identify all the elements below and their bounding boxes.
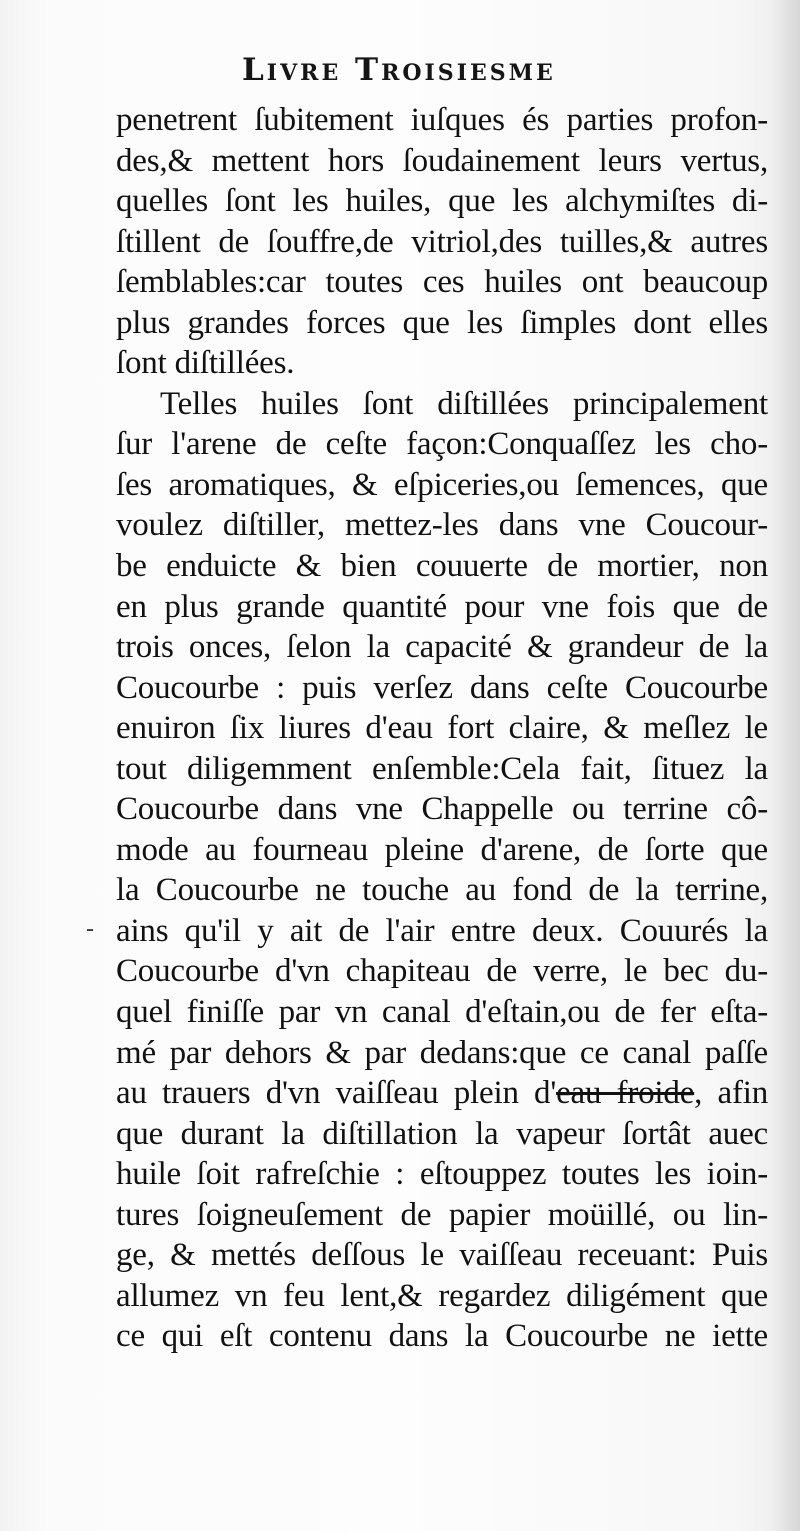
- paragraph-start-line: Telles huiles ſont diſtillées principalement: [160, 385, 768, 422]
- text-line: en plus grande quantité pour vne fois que de: [116, 588, 768, 625]
- text-line: ce qui eſt contenu dans la Coucourbe ne iette: [116, 1318, 768, 1355]
- text-line: plus grandes forces que les ſimples dont elles: [116, 304, 768, 341]
- text-line: la Coucourbe ne touche au fond de la terrine,: [116, 872, 768, 909]
- text-line: des,& mettent hors ſoudainement leurs vertus,: [116, 142, 768, 179]
- text-line: Coucourbe : puis verſez dans ceſte Coucourbe: [116, 669, 768, 706]
- line-end: , afin: [694, 1075, 768, 1112]
- text-line: mé par dehors & par dedans:que ce canal paſſe: [116, 1034, 768, 1071]
- text-line: tures ſoigneuſement de papier moüillé, ou lin-: [116, 1196, 768, 1233]
- text-line-with-strikeout: [116, 1073, 768, 1114]
- text-line: be enduicte & bien couuerte de mortier, non: [116, 548, 768, 585]
- text-line: ſur l'arene de ceſte façon:Conquaſſez les cho-: [116, 426, 768, 463]
- text-line: allumez vn feu lent,& regardez diligément que: [116, 1277, 768, 1314]
- text-line: huile ſoit rafreſchie : eſtouppez toutes les ioin-: [116, 1156, 768, 1193]
- line-start: au trauers d'vn vaiſſeau plein d': [116, 1075, 557, 1112]
- text-line: Coucourbe d'vn chapiteau de verre, le bec du-: [116, 953, 768, 990]
- page-edge-shadow: [770, 0, 800, 1531]
- text-line: Coucourbe dans vne Chappelle ou terrine cô-: [116, 791, 768, 828]
- text-line: quelles ſont les huiles, que les alchymiſtes di-: [116, 183, 768, 220]
- margin-mark: -: [86, 916, 94, 942]
- text-line: trois onces, ſelon la capacité & grandeur de la: [116, 629, 768, 666]
- text-line: ſes aromatiques, & eſpiceries,ou ſemences, que: [116, 466, 768, 503]
- text-line: penetrent ſubitement iuſques és parties profon-: [116, 102, 768, 138]
- text-line: que durant la diſtillation la vapeur ſortât auec: [116, 1115, 768, 1152]
- text-line: ge, & mettés deſſous le vaiſſeau receuant: Puis: [116, 1237, 768, 1274]
- text-line: ains qu'il y ait de l'air entre deux. Couurés la: [116, 912, 768, 949]
- text-line: enuiron ſix liures d'eau fort claire, & meſlez le: [116, 710, 768, 747]
- text-line: quel finiſſe par vn canal d'eſtain,ou de fer eſta-: [116, 994, 768, 1031]
- text-line: mode au fourneau pleine d'arene, de ſorte que: [116, 831, 768, 868]
- text-line: ſtillent de ſouffre,de vitriol,des tuilles,& autres: [116, 223, 768, 260]
- body-text: [116, 100, 768, 1357]
- running-head: Livre Troisiesme: [242, 52, 556, 88]
- text-line: ſont diſtillées.: [116, 345, 295, 382]
- struck-text: eau froide: [556, 1075, 695, 1112]
- text-line: tout diligemment enſemble:Cela fait, ſituez la: [116, 750, 768, 787]
- text-line: voulez diſtiller, mettez-les dans vne Coucour-: [116, 507, 768, 544]
- text-line: ſemblables:car toutes ces huiles ont beaucoup: [116, 264, 768, 301]
